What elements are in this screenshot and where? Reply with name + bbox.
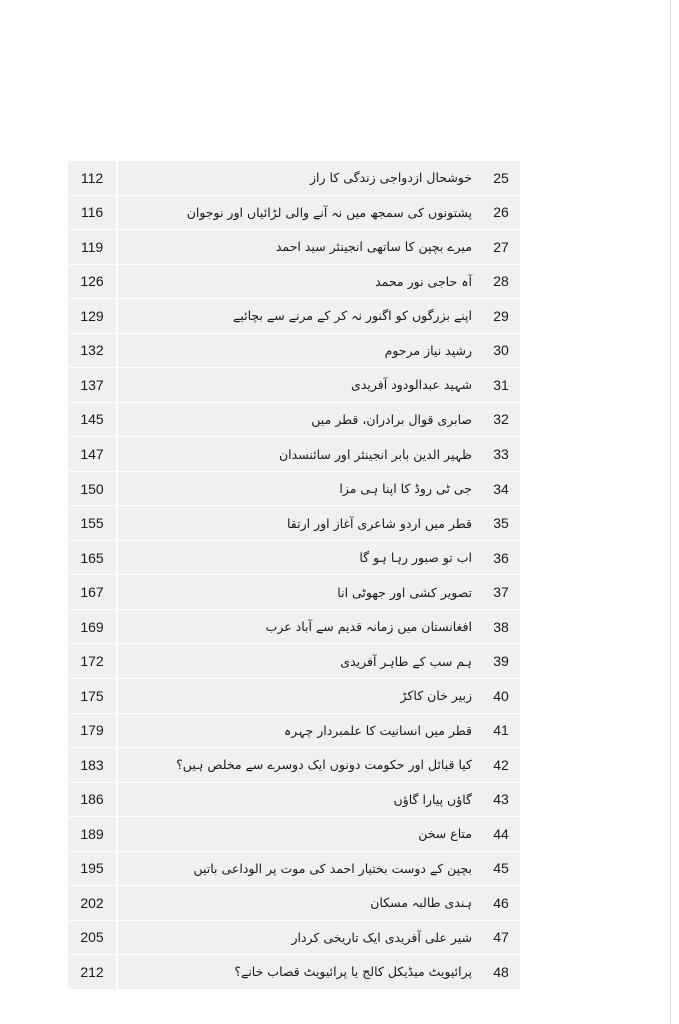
toc-row [68, 817, 520, 852]
toc-chapter-number: 26 [482, 195, 520, 230]
toc-chapter-number: 38 [482, 609, 520, 644]
toc-chapter-number: 45 [482, 851, 520, 886]
toc-page-number: 172 [68, 644, 117, 679]
toc-page-number: 183 [68, 748, 117, 783]
toc-chapter-number: 36 [482, 540, 520, 575]
toc-chapter-number: 35 [482, 506, 520, 541]
toc-page-number: 129 [68, 299, 117, 334]
toc-row [68, 886, 520, 921]
toc-page-number: 169 [68, 609, 117, 644]
toc-chapter-number: 48 [493, 963, 509, 980]
toc-row [68, 471, 520, 506]
toc-row [68, 506, 520, 541]
toc-chapter-number: 34 [482, 471, 520, 506]
toc-chapter-number: 29 [482, 299, 520, 334]
toc-page-number: 165 [68, 540, 117, 575]
toc-chapter-title: ہم سب کے طاہر آفریدی [117, 644, 482, 679]
toc-chapter-title: گاؤں پیارا گاؤں [117, 782, 482, 817]
toc-page-number: 195 [68, 851, 117, 886]
toc-chapter-title: کیا قبائل اور حکومت دونوں ایک دوسرے سے مخلص ہیں؟ [117, 748, 482, 783]
toc-chapter-number: 39 [482, 644, 520, 679]
toc-chapter-title: اب تو صبور رہا ہو گا [117, 540, 482, 575]
page-edge-rule [670, 0, 671, 1024]
toc-chapter-title: رشید نیاز مرحوم [117, 333, 482, 368]
toc-row [68, 161, 520, 195]
toc-chapter-number: 43 [482, 782, 520, 817]
toc-chapter-number: 42 [482, 748, 520, 783]
toc-chapter-title: میرے بچپن کا ساتھی انجینئر سید احمد [117, 230, 482, 265]
toc-page-number: 175 [68, 678, 117, 713]
toc-row [68, 920, 520, 955]
toc-row [68, 333, 520, 368]
toc-row [68, 851, 520, 886]
toc-row [68, 609, 520, 644]
toc-page-number: 202 [68, 886, 117, 921]
toc-row [68, 195, 520, 230]
toc-page-number: 126 [68, 264, 117, 299]
toc-row [68, 264, 520, 299]
toc-row [68, 955, 520, 989]
toc-page-number: 167 [68, 575, 117, 610]
toc-page-number: 116 [68, 195, 117, 230]
toc-chapter-number: 44 [482, 817, 520, 852]
toc-page-number: 145 [68, 402, 117, 437]
toc-chapter-title: ہندی طالبہ مسکان [117, 886, 482, 921]
toc-row [68, 402, 520, 437]
toc-chapter-number: 41 [482, 713, 520, 748]
toc-row [68, 678, 520, 713]
toc-row [68, 644, 520, 679]
toc-row [68, 713, 520, 748]
toc-chapter-title: بچپن کے دوست بختیار احمد کی موت پر الوداعی باتیں [117, 851, 482, 886]
toc-page-number: 112 [68, 161, 117, 195]
toc-chapter-number: 31 [482, 368, 520, 403]
toc-page-number: 119 [68, 230, 117, 265]
toc-page-number: 189 [68, 817, 117, 852]
toc-chapter-number: 25 [482, 161, 520, 195]
toc-page-number: 137 [68, 368, 117, 403]
toc-chapter-number: 28 [482, 264, 520, 299]
toc-page-number: 150 [68, 471, 117, 506]
toc-chapter-number: 40 [482, 678, 520, 713]
toc-chapter-title: قطر میں انسانیت کا علمبردار چہرہ [117, 713, 482, 748]
toc-chapter-title: پشتونوں کی سمجھ میں نہ آنے والی لڑائیاں اور نوجوان [117, 195, 482, 230]
toc-chapter-number: 32 [482, 402, 520, 437]
toc-row [68, 782, 520, 817]
toc-chapter-title: صابری قوال برادران، قطر میں [117, 402, 482, 437]
toc-chapter-title: قطر میں اردو شاعری آغاز اور ارتقا [117, 506, 482, 541]
toc-page-number: 205 [68, 920, 117, 955]
toc-chapter-title: ظہیر الدین بابر انجینئر اور سائنسدان [117, 437, 482, 472]
toc-row [68, 748, 520, 783]
toc-chapter-title: افغانستان میں زمانہ قدیم سے آباد عرب [117, 609, 482, 644]
toc-page-number: 179 [68, 713, 117, 748]
toc-chapter-number: 33 [482, 437, 520, 472]
toc-chapter-title: شیر علی آفریدی ایک تاریخی کردار [117, 920, 482, 955]
toc-chapter-number: 30 [482, 333, 520, 368]
toc-row [68, 299, 520, 334]
toc-page-number: 212 [68, 955, 117, 989]
toc-row [68, 575, 520, 610]
toc-chapter-title: زبیر خان کاکڑ [117, 678, 482, 713]
toc-chapter-title: تصویر کشی اور جھوٹی انا [117, 575, 482, 610]
toc-chapter-title: پرائیویٹ میڈیکل کالج یا پرائیویٹ قصاب خانے؟ [234, 964, 472, 980]
toc-chapter-number: 46 [482, 886, 520, 921]
toc-chapter-title: اپنے بزرگوں کو اگنور نہ کر کے مرنے سے بچائیے [117, 299, 482, 334]
table-of-contents [68, 161, 520, 989]
toc-row [68, 230, 520, 265]
toc-chapter-title: جی ٹی روڈ کا اپنا ہی مزا [117, 471, 482, 506]
toc-chapter-title: شہید عبدالودود آفریدی [117, 368, 482, 403]
toc-page-number: 155 [68, 506, 117, 541]
toc-row [68, 437, 520, 472]
toc-chapter-title: متاع سخن [117, 817, 482, 852]
toc-row [68, 368, 520, 403]
toc-chapter-title: خوشحال ازدواجی زندگی کا راز [117, 161, 482, 195]
toc-body [68, 161, 520, 989]
toc-page-number: 147 [68, 437, 117, 472]
toc-chapter-number: 27 [482, 230, 520, 265]
toc-chapter-number: 47 [482, 920, 520, 955]
toc-chapter-number: 37 [482, 575, 520, 610]
toc-page-number: 186 [68, 782, 117, 817]
toc-row [68, 540, 520, 575]
toc-chapter-title: آہ حاجی نور محمد [117, 264, 482, 299]
toc-page-number: 132 [68, 333, 117, 368]
